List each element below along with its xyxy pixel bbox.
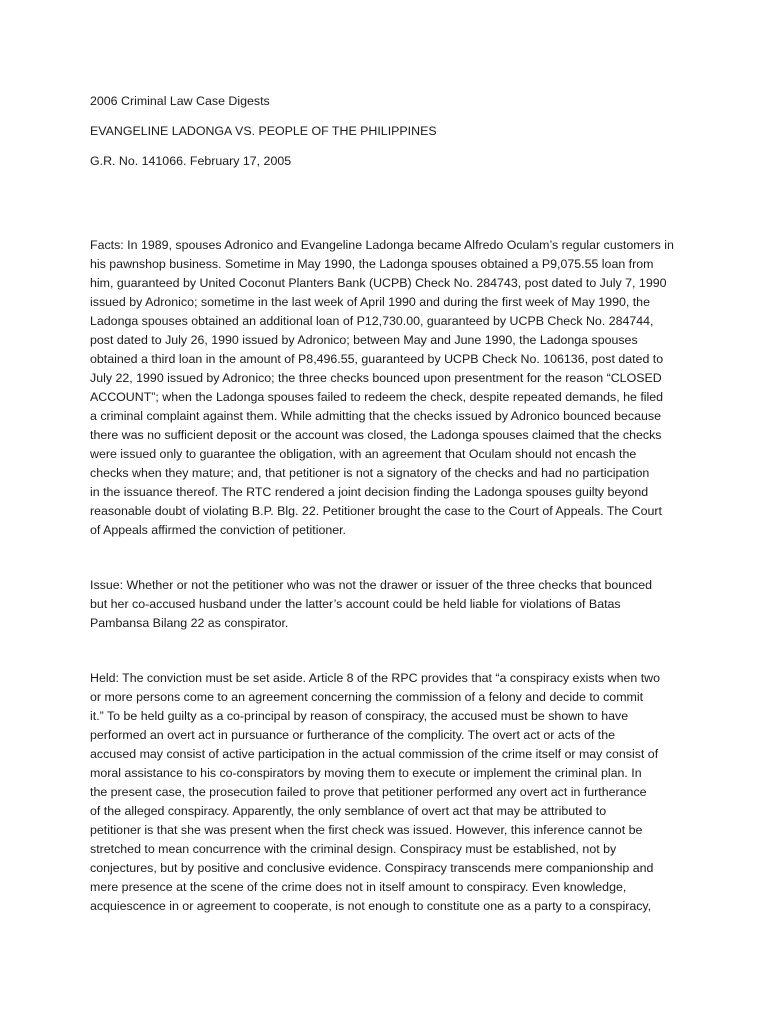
text-line: his pawnshop business. Sometime in May 1990, the Ladonga spouses obtained a P9,075.55 loan from (90, 257, 654, 271)
text-line: performed an overt act in pursuance or furtherance of the complicity. The overt act or acts of the (90, 728, 616, 742)
text-line: obtained a third loan in the amount of P8,496.55, guaranteed by UCPB Check No. 106136, post dated to (90, 352, 664, 366)
document-title: 2006 Criminal Law Case Digests (90, 94, 270, 108)
text-line: conjectures, but by positive and conclusive evidence. Conspiracy transcends mere companionship and (90, 861, 654, 875)
text-line: accused may consist of active participation in the actual commission of the crime itself or may consist of (90, 747, 659, 761)
text-line: moral assistance to his co-conspirators by moving them to execute or implement the criminal plan. In (90, 766, 642, 780)
text-line: acquiescence in or agreement to cooperate, is not enough to constitute one as a party to a conspiracy, (90, 899, 652, 913)
text-line: of the alleged conspiracy. Apparently, the only semblance of overt act that may be attributed to (90, 804, 607, 818)
text-line: Ladonga spouses obtained an additional loan of P12,730.00, guaranteed by UCPB Check No. 284744, (90, 314, 654, 328)
text-line: were issued only to guarantee the obligation, with an agreement that Oculam should not encash the (90, 447, 637, 461)
text-line: mere presence at the scene of the crime does not in itself amount to conspiracy. Even knowledge, (90, 880, 627, 894)
facts-paragraph (90, 236, 682, 540)
text-line: ACCOUNT”; when the Ladonga spouses failed to redeem the check, despite repeated demands, he filed (90, 390, 664, 404)
text-line: July 22, 1990 issued by Adronico; the three checks bounced upon presentment for the reason “CLOSED (90, 371, 662, 385)
text-line: there was no sufficient deposit or the account was closed, the Ladonga spouses claimed that the checks (90, 428, 662, 442)
text-line: issued by Adronico; sometime in the last week of April 1990 and during the first week of May 1990, the (90, 295, 650, 309)
text-line: Held: The conviction must be set aside. Article 8 of the RPC provides that “a conspiracy exists when two (90, 671, 661, 685)
text-line: reasonable doubt of violating B.P. Blg. 22. Petitioner brought the case to the Court of Appeals. The Court (90, 504, 662, 518)
text-line: Pambansa Bilang 22 as conspirator. (90, 616, 289, 630)
text-line: petitioner is that she was present when the first check was issued. However, this inference cannot be (90, 823, 643, 837)
text-line: stretched to mean concurrence with the criminal design. Conspiracy must be established, not by (90, 842, 617, 856)
text-line: post dated to July 26, 1990 issued by Adronico; between May and June 1990, the Ladonga spouses (90, 333, 638, 347)
text-line: Issue: Whether or not the petitioner who was not the drawer or issuer of the three checks that bounced (90, 578, 653, 592)
case-name: EVANGELINE LADONGA VS. PEOPLE OF THE PHILIPPINES (90, 124, 437, 138)
text-line: checks when they mature; and, that petitioner is not a signatory of the checks and had no participation (90, 466, 650, 480)
text-line: or more persons come to an agreement concerning the commission of a felony and decide to commit (90, 690, 644, 704)
text-line: him, guaranteed by United Coconut Planters Bank (UCPB) Check No. 284743, post dated to July 7, 1990 (90, 276, 667, 290)
text-line: in the issuance thereof. The RTC rendered a joint decision finding the Ladonga spouses guilty beyond (90, 485, 649, 499)
document-page (90, 92, 682, 916)
text-line: of Appeals affirmed the conviction of petitioner. (90, 523, 347, 537)
text-line: Facts: In 1989, spouses Adronico and Evangeline Ladonga became Alfredo Oculam’s regular customers in (90, 238, 674, 252)
issue-paragraph (90, 576, 682, 633)
text-line: but her co-accused husband under the latter’s account could be held liable for violations of Batas (90, 597, 621, 611)
text-line: the present case, the prosecution failed to prove that petitioner performed any overt act in furtherance (90, 785, 647, 799)
case-number: G.R. No. 141066. February 17, 2005 (90, 154, 292, 168)
held-paragraph (90, 669, 682, 916)
text-line: it.” To be held guilty as a co-principal by reason of conspiracy, the accused must be shown to have (90, 709, 629, 723)
text-line: a criminal complaint against them. While admitting that the checks issued by Adronico bounced because (90, 409, 661, 423)
